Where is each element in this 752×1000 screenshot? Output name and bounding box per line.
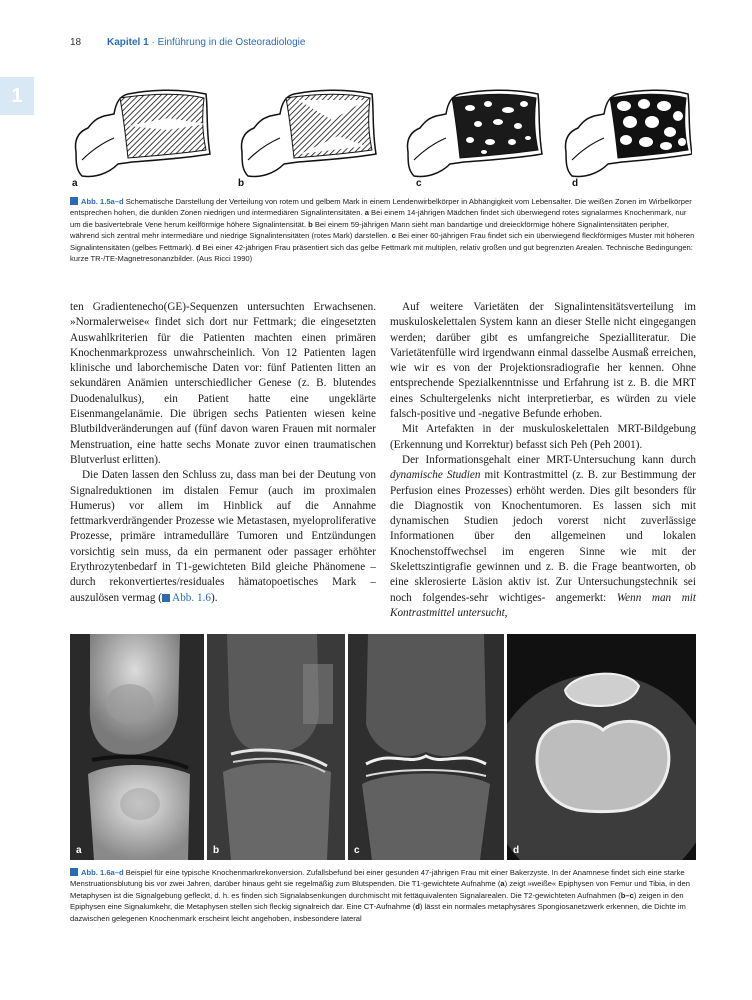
figure-1-5-label-d: d [572, 178, 579, 188]
text-run: Bei einer 60-jährigen Frau findet sich ein überwiegend fleckförmiges Muster mit höheren Signalintensitäten (gelbes Fettmark). [70, 231, 695, 252]
body-column-left [70, 300, 376, 606]
figure-1-6-label-b: b [213, 845, 220, 856]
knee-mri-sagittal-t2-icon [207, 634, 345, 860]
vertebra-diagram-c-icon [408, 90, 543, 176]
text-run: ) zeigen in den Epiphysen eine Signalumkehr, die Metaphysen stellen sich fleckig signalreich dar. Eine CT-Aufnahme ( [70, 890, 684, 912]
figure-1-5-label-c: c [416, 178, 422, 188]
figure-1-6-label-a: a [76, 845, 82, 856]
knee-mri-sagittal-t1-icon [70, 634, 204, 860]
vertebra-diagram-a-icon [76, 90, 211, 176]
figure-1-5-caption-text [70, 197, 694, 263]
page-number: 18 [70, 37, 82, 48]
text-run: dynamische Studien [390, 469, 481, 482]
figure-1-6-label-d: d [513, 845, 520, 856]
text-run: ) zeigt »weiße« Epiphysen von Femur und Tibia, in den Metaphysen ist die Signalgebung gefleckt, d. h. es finden sich Signalabsenkungen durchmischt mit fettäquivalenten Signalarealen. Die T2-gewichteten Aufnahmen ( [70, 879, 690, 900]
figure-1-5 [68, 80, 692, 188]
chapter-label: Kapitel 1 [107, 37, 149, 48]
text-run: Die Daten lassen den Schluss zu, dass man bei der Deutung von Signalreduktionen im distalen Femur (auch im proximalen Humerus) vor allem im Hinblick auf die Annahme fettmarkverdrängender Prozesse wie Metastasen, myeloproliferative Prozesse, primäre intramedulläre Tumoren und Entzündungen vorsichtig sein muss, da ein permanent oder passager erhöhter Erythrozytenbedarf in T1-gewichteten Bild gleiche Phänomene – durch rekonvertiertes/residuales hämatopoetisches Mark – auszulösen vermag ( [70, 469, 376, 604]
figure-marker-icon [162, 594, 170, 602]
text-run: b–c [620, 890, 634, 900]
body-column-right [390, 300, 696, 621]
figure-1-6-caption-text [70, 868, 690, 923]
text-run: a [364, 208, 369, 218]
text-run: Mit Artefakten in der muskuloskelettalen MRT-Bildgebung (Erkennung und Korrektur) befasst sich Peh (Peh 2001). [390, 423, 696, 451]
text-run: mit Kontrastmittel (z. B. zur Bestimmung der Perfusion eines Prozesses) erhöht werden. Dies gilt besonders für die Diagnostik von Knochentumoren. Es lassen sich mit dynamischen Studien jedoch vorerst nicht zuverlässige Informationen über den allgemeinen und lokalen Knochenstoffwechsel im engeren Sinne wie mit der Skelettszintigrafie gewinnen und z. B. die Frage beantworten, ob eine sklerosierte Läsion aktiv ist. Zur Untersuchungstechnik sei noch folgendes-sehr wichtiges- angemerkt: [390, 469, 697, 604]
text-run: c [391, 231, 396, 241]
body-paragraph [70, 468, 376, 606]
knee-ct-axial-icon [507, 634, 696, 860]
chapter-separator: · [148, 37, 158, 48]
text-run: Bei einer 42-jährigen Frau präsentiert sich das gelbe Fettmark mit multiplen, relativ großen und gut begrenzten Arealen. Technische Bedingungen: kurze TR-/TE-Magnetresonanzbilder. (Aus Ricci 1990) [70, 242, 693, 264]
text-run: d [195, 242, 201, 252]
body-paragraph [390, 453, 696, 621]
text-run: ) lässt ein normales metaphysäres Spongiosanetzwerk erkennen, die Dichte im dazwischen gelegenen Knochenmark erscheint leicht angehoben, insbesondere lateral [70, 902, 686, 923]
body-paragraph [70, 300, 376, 468]
text-run: ). [210, 591, 218, 604]
figure-1-5-label-b: b [238, 178, 245, 188]
text-run: Bei einem 14-jährigen Mädchen findet sich überwiegend rotes signalarmes Knochenmark, nur um die basivertebrale Vene herum keilförmige höhere Signalintensität. [70, 208, 687, 229]
figure-1-5-drawings [68, 80, 692, 188]
text-run: Beispiel für eine typische Knochenmarkrekonversion. Zufallsbefund bei einer gesunden 47-jährigen Frau mit einer Bakerzyste. In der Anamnese findet sich eine starke Menstruationsblutung bis vor zwei Jahren, darüber hinaus geht sie regelmäßig zum Blutspenden. Die T1-gewichtete Aufnahme ( [70, 868, 685, 889]
figure-1-5-caption [70, 196, 696, 264]
body-paragraph [390, 422, 696, 453]
text-run: Bei einem 59-jährigen Mann sieht man bandartige und dreieckförmige höhere Signalintensitäten peripher, während sich zentral mehr intermediäre und niedrige Signalintensitäten (rotes Mark) darstellen. [70, 219, 670, 241]
figure-marker-icon [70, 197, 78, 205]
vertebra-diagram-d-icon [566, 90, 693, 176]
chapter-thumb-tab: 1 [0, 77, 34, 115]
text-run: Der Informationsgehalt einer MRT-Untersuchung kann durch [402, 453, 696, 466]
text-run: Wenn man mit Kontrastmittel untersucht, [390, 591, 697, 619]
figure-1-5-caption-label: Abb. 1.5a–d [70, 197, 124, 206]
text-run: Schematische Darstellung der Verteilung von rotem und gelbem Mark in einem Lendenwirbelkörper in Abhängigkeit vom Lebensalter. Die weißen Zonen im Wirbelkörper entsprechen hohen, die dunklen Zonen niedrigen und intermediären Signalintensitäten. [70, 197, 692, 218]
text-run: d [415, 902, 420, 912]
text-run: a [500, 879, 505, 889]
body-paragraph [390, 300, 696, 422]
figure-1-6-caption-label: Abb. 1.6a–d [70, 868, 124, 877]
text-run: b [308, 219, 313, 229]
figure-1-6 [70, 634, 696, 860]
figure-marker-icon [70, 868, 78, 876]
running-header [107, 37, 305, 48]
text-run: Auf weitere Varietäten der Signalintensitätsverteilung im muskuloskelettalen System kann an dieser Stelle nicht eingegangen werden; darüber gibt es umfangreiche Spezialliteratur. Die Varietätenfülle wird irgendwann einmal dasselbe Ausmaß erreichen, wie wir es von der Projektionsradiografie her kennen. Ohne entsprechende Spezialkenntnisse und Erfahrung ist z. B. die MRT eines Schultergelenks nicht interpretierbar, es würden zu viele falsch-positive und -negative Befunde erhoben. [390, 301, 696, 421]
figure-1-6-caption [70, 867, 696, 924]
figure-1-5-label-a: a [72, 178, 78, 188]
figure-reference-link[interactable]: Abb. 1.6 [162, 592, 211, 604]
text-run: ten Gradientenecho(GE)-Sequenzen untersuchten Erwachsenen. »Normalerweise« findet sich dort nur Fettmark; die eingesetzten Auswahlkriterien für die Patienten machten einen primären Knochenmarkprozess unwahrscheinlich. Von 12 Patienten lagen klinische und laborchemische Daten vor: fünf Patienten litten an sekundären Anämien unterschiedlicher Genese (z. B. blutendes Duodenalulkus), ein Patient hatte eine ungeklärte Eisenmangelanämie. Die übrigen sechs Patienten wiesen keine Blutbildveränderungen auf (fünf davon waren Frauen mit normaler Menstruation, eine hatte sechs Monate zuvor einen traumatischen Blutverlust erlitten). [70, 301, 376, 466]
vertebra-diagram-b-icon [242, 90, 377, 176]
chapter-title: Einführung in die Osteoradiologie [157, 37, 306, 48]
knee-mri-coronal-t2-icon [348, 634, 504, 860]
figure-1-6-label-c: c [354, 845, 360, 856]
